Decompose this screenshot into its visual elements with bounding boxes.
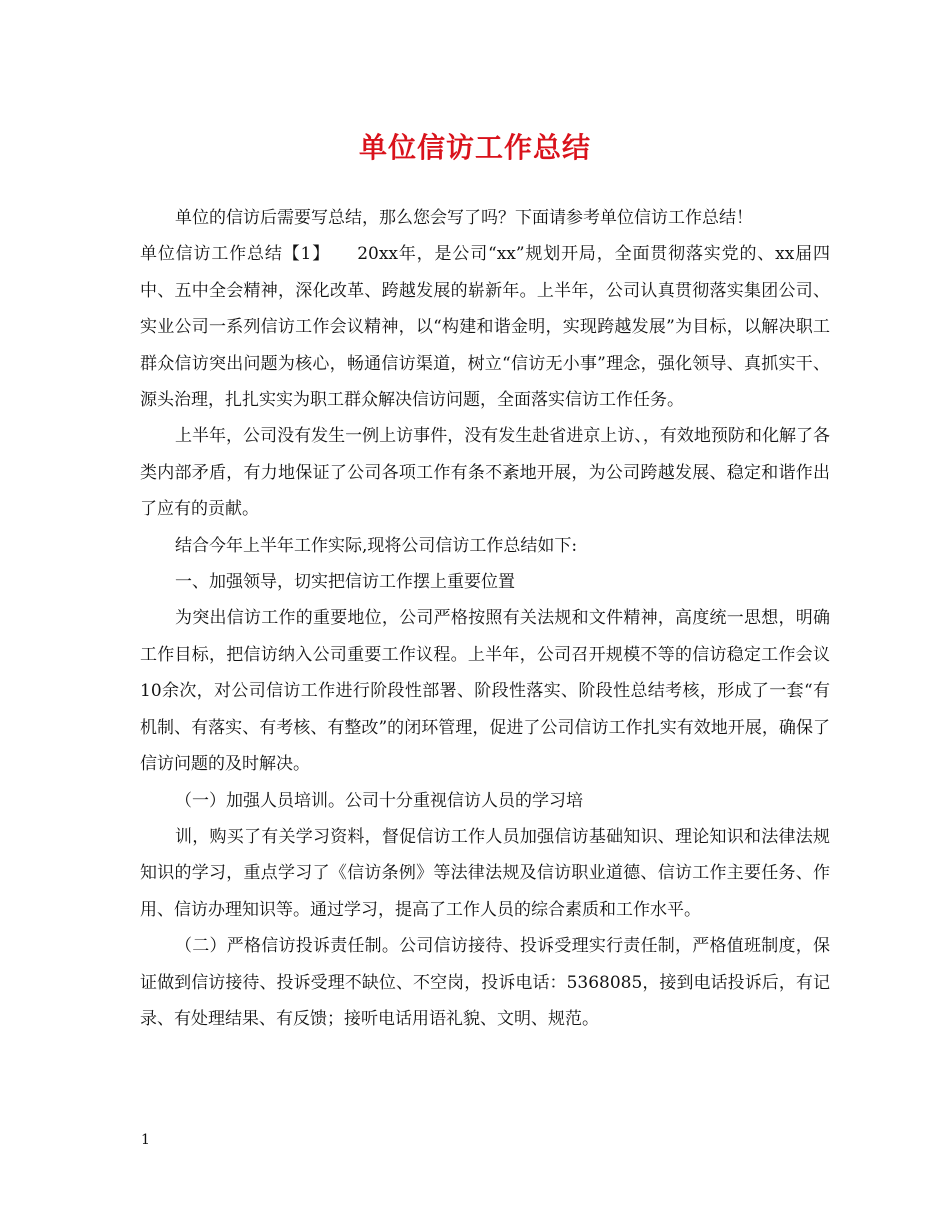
paragraph-summary-1: 单位信访工作总结【1】 20xx年，是公司“xx”规划开局，全面贯彻落实党的、xx届四中、五中全会精神，深化改革、跨越发展的崭新年。上半年，公司认真贯彻落实集团公司、实业公司一系列信访工作会议精神，以“构建和谐金明，实现跨越发展”为目标，以解决职工群众信访突出问题为核心，畅通信访渠道，树立“信访无小事”理念，强化领导、真抓实干、源头治理，扎扎实实为职工群众解决信访问题，全面落实信访工作任务。 xyxy=(140,244,830,411)
paragraph-leadership: 为突出信访工作的重要地位，公司严格按照有关法规和文件精神，高度统一思想，明确工作目标，把信访纳入公司重要工作议程。上半年，公司召开规模不等的信访稳定工作会议10余次，对公司信访工作进行阶段性部署、阶段性落实、阶段性总结考核，形成了一套“有机制、有落实、有考核、有整改”的闭环管理，促进了公司信访工作扎实有效地开展，确保了信访问题的及时解决。 xyxy=(140,608,830,775)
paragraph-training: 训，购买了有关学习资料，督促信访工作人员加强信访基础知识、理论知识和法律法规知识的学习，重点学习了《信访条例》等法律法规及信访职业道德、信访工作主要任务、作用、信访办理知识等。通过学习，提高了工作人员的综合素质和工作水平。 xyxy=(140,826,830,920)
paragraph-lead-in: 结合今年上半年工作实际,现将公司信访工作总结如下: xyxy=(175,535,578,556)
page-number: 1 xyxy=(141,1132,150,1148)
paragraph-intro: 单位的信访后需要写总结，那么您会写了吗？下面请参考单位信访工作总结！ xyxy=(175,208,753,228)
paragraph-responsibility: （二）严格信访投诉责任制。公司信访接待、投诉受理实行责任制，严格值班制度，保证做到信访接待、投诉受理不缺位、不空岗，投诉电话：5368085，接到电话投诉后，有记录、有处理结果、有反馈；接听电话用语礼貌、文明、规范。 xyxy=(140,936,830,1029)
subsection-heading-training: （一）加强人员培训。公司十分重视信访人员的学习培 xyxy=(175,790,583,811)
paragraph-first-half: 上半年，公司没有发生一例上访事件，没有发生赴省进京上访、，有效地预防和化解了各类内部矛盾，有力地保证了公司各项工作有条不紊地开展，为公司跨越发展、稳定和谐作出了应有的贡献。 xyxy=(140,426,830,520)
document-body xyxy=(140,200,830,1037)
section-heading-1: 一、加强领导，切实把信访工作摆上重要位置 xyxy=(175,572,515,593)
document-title: 单位信访工作总结 xyxy=(358,131,591,164)
